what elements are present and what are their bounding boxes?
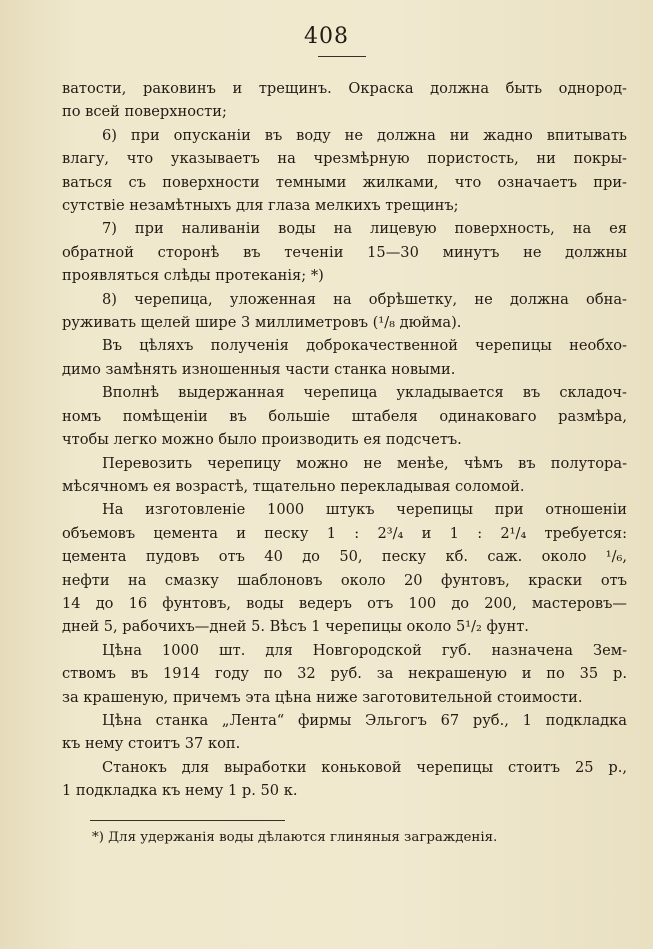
text-line: ствомъ въ 1914 году по 32 руб. за некрашеную и по 35 р. (62, 665, 627, 683)
footnote-rule (90, 820, 285, 821)
paragraph-2 (62, 124, 627, 218)
text-line: Цѣна станка „Лента“ фирмы Эльгогъ 67 руб., 1 подкладка (102, 711, 627, 729)
text-line: На изготовленiе 1000 штукъ черепицы при отношенiи (102, 501, 627, 519)
body-text (62, 77, 627, 803)
text-line: Перевозить черепицу можно не менѣе, чѣмъ въ полутора- (102, 454, 627, 472)
footnote: *) Для удержанiя воды дѣлаются глиняныя загражденiя. (92, 830, 498, 845)
text-line: димо замѣнять изношенныя части станка новыми. (62, 360, 456, 378)
paragraph-7 (62, 452, 627, 499)
text-line: цемента пудовъ отъ 40 до 50, песку кб. саж. около ¹/₆, (62, 548, 627, 566)
text-line: Станокъ для выработки коньковой черепицы стоитъ 25 р., (102, 758, 627, 776)
text-line: къ нему стоитъ 37 коп. (62, 735, 241, 753)
text-line: ватости, раковинъ и трещинъ. Окраска должна быть однород- (62, 80, 627, 97)
text-line: сутствiе незамѣтныхъ для глаза мелкихъ трещинъ; (62, 197, 459, 215)
text-line: 1 подкладка къ нему 1 р. 50 к. (62, 782, 298, 800)
page-number: 408 (304, 24, 349, 49)
paragraph-1 (62, 77, 627, 124)
text-line: Въ цѣляхъ полученiя доброкачественной черепицы необхо- (102, 337, 627, 355)
text-line: 6) при опусканiи въ воду не должна ни жадно впитывать (102, 126, 627, 144)
text-line: Вполнѣ выдержанная черепица укладывается въ складоч- (102, 384, 627, 402)
text-line: руживать щелей шире 3 миллиметровъ (¹/₈ дюйма). (62, 314, 462, 332)
text-line: 14 до 16 фунтовъ, воды ведеръ отъ 100 до 200, мастеровъ— (62, 594, 627, 612)
text-line: ваться съ поверхности темными жилками, что означаетъ при- (62, 173, 627, 191)
paragraph-5 (62, 334, 627, 381)
text-line: обратной сторонѣ въ теченiи 15—30 минутъ не должны (62, 243, 627, 261)
header-rule (318, 56, 366, 57)
text-line: нефти на смазку шаблоновъ около 20 фунтовъ, краски отъ (62, 571, 627, 589)
text-line: Цѣна 1000 шт. для Новгородской губ. назначена Зем- (102, 641, 627, 659)
paragraph-6 (62, 381, 627, 451)
text-line: 7) при наливанiи воды на лицевую поверхность, на ея (102, 220, 627, 238)
text-line: проявляться слѣды протеканiя; *) (62, 267, 324, 285)
paragraph-11 (62, 756, 627, 803)
paragraph-9 (62, 639, 627, 709)
text-line: дней 5, рабочихъ—дней 5. Вѣсъ 1 черепицы около 5¹/₂ фунт. (62, 618, 529, 636)
paragraph-10 (62, 709, 627, 756)
text-line: влагу, что указываетъ на чрезмѣрную пористость, ни покры- (62, 150, 627, 168)
text-line: номъ помѣщенiи въ большiе штабеля одинаковаго размѣра, (62, 407, 627, 425)
text-line: объемовъ цемента и песку 1 : 2³/₄ и 1 : 2¹/₄ требуется: (62, 524, 627, 542)
paragraph-4 (62, 288, 627, 335)
paragraph-8 (62, 498, 627, 638)
text-line: 8) черепица, уложенная на обрѣшетку, не должна обна- (102, 290, 627, 308)
text-line: мѣсячномъ ея возрастѣ, тщательно перекладывая соломой. (62, 477, 525, 495)
paragraph-3 (62, 217, 627, 287)
text-line: за крашеную, причемъ эта цѣна ниже заготовительной стоимости. (62, 688, 583, 706)
text-line: по всей поверхности; (62, 103, 227, 121)
text-line: чтобы легко можно было производить ея подсчетъ. (62, 431, 462, 449)
